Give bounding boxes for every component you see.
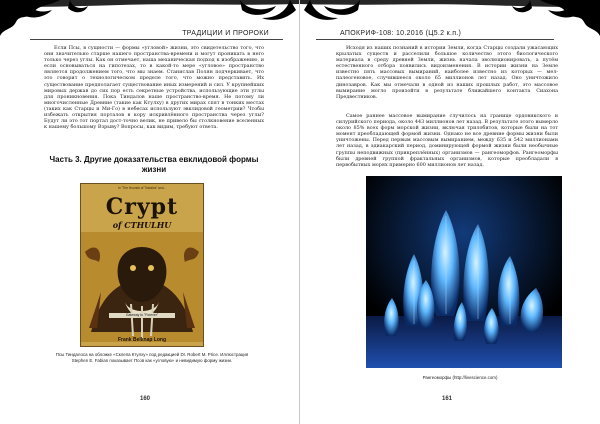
cover-author: Frank Belknap Long [117, 337, 167, 343]
rangeomorph-photo [366, 176, 562, 368]
body-paragraph-1: Исходя из наших познаний в истории Земли, когда Старцы создали ужасающих крылатых существ и расселили большое количество этого биологического материала в среду древней Земли, жизнь начала эволюционировать, а путём естественного отбора появились видоизменения. В истории жизни на Земле известно пять массовых вымираний, наиболее известно из которых — мел-палеогеновое, случившееся около 65 миллионов лет назад. Оно уничтожило динозавров. Как мы отмечали в одной из наших прошлых работ, это массовое вымирание могло произойти в результате ближайшего контакта Сиахона Предвестников. [336, 45, 558, 100]
body-paragraph: Если Псы, в сущности — формы «угловой» жизни, это свидетельство того, что они значительно старше нашего пространства-времени и могут проникать в него только через углы. Как он отмечает, наша механическая подход к изображению, и если основываться на гипотезах, то в какой-то мере «угловое» пространство является продолжением того, что мы знаем. Станислав Полян подчеркивает, что это говорит о технологическом пределе того, что можно представить. Их существование предполагает существование иных измерений и сил. У крупнейших мировых держав до сих пор есть секретные устройства, использующие эти углы для проникновения. Пока Тиндалов наше пространство-время. Не потому ли многочисленные Древние (такие как Ктулху) в других мирах спят в тонких местах (таких как Старцы и Ми-Го) в небесах используют эвклидовой геометрии? Чтобы избежать открытия порталов в кору искривлённого пространства через углы? Будут ли это тот портал дост-точно велик, не привело бы столкновение вселенных к нашему большому Взрыву? Вопросы, как видим, требуют ответа. [44, 45, 264, 131]
header-rule [30, 39, 283, 40]
page-number: 161 [442, 396, 453, 402]
right-page [300, 0, 600, 424]
page-header: ТРАДИЦИИ И ПРОРОКИ [182, 30, 269, 37]
cover-tagline: Gateway to "Forever" [109, 313, 175, 318]
cover-illustration [81, 232, 203, 342]
page-header: АПОКРИФ-108: 10.2016 (Ц5.2 к.п.) [340, 30, 462, 37]
section-title: Часть 3. Другие доказательства евклидовой формы жизни [49, 155, 259, 174]
figure-caption: Псы Тиндалоса на обложке «Склепа Ктулху» под редакцией Dr. Robert M. Price. Иллюстрация Stephen E. Fabian показывает Псов как «угловую» и невидимую форму жизни. [55, 352, 249, 363]
book-cover-image [80, 183, 204, 347]
body-paragraph-2: Самое раннее массовое вымирание случилось на границе ордовикского и силурийского периода, около 443 миллионов лет назад. В результате этого вымерло около 85% всех форм морской жизни, включая трилобитов, которые были на тот момент преобладающей формой жизни. Однако не все древние формы жизни были уничтожены. Перед первым массовым вымиранием, между 635 и 542 миллионами лет назад, в эдиакарский период, доминирующей формой жизни были необычные группы неподвижных (прикреплённых) организмов — рангеоморфов. Рангеоморфы были древней группой фрактальных организмов, которые преобладали в первобытных морях примерно 600 миллионов лет назад. [336, 113, 558, 168]
page-number: 160 [140, 396, 151, 402]
cover-title: Crypt [105, 194, 179, 220]
rangeomorph-illustration [366, 176, 562, 368]
figure-caption: Рангеоморфы (http://livescience.com) [422, 375, 498, 380]
header-rule [316, 39, 554, 40]
cover-top-text: In "The Hounds of Tindalos" and... [117, 186, 167, 190]
cover-subtitle: of CTHULHU [112, 220, 172, 230]
